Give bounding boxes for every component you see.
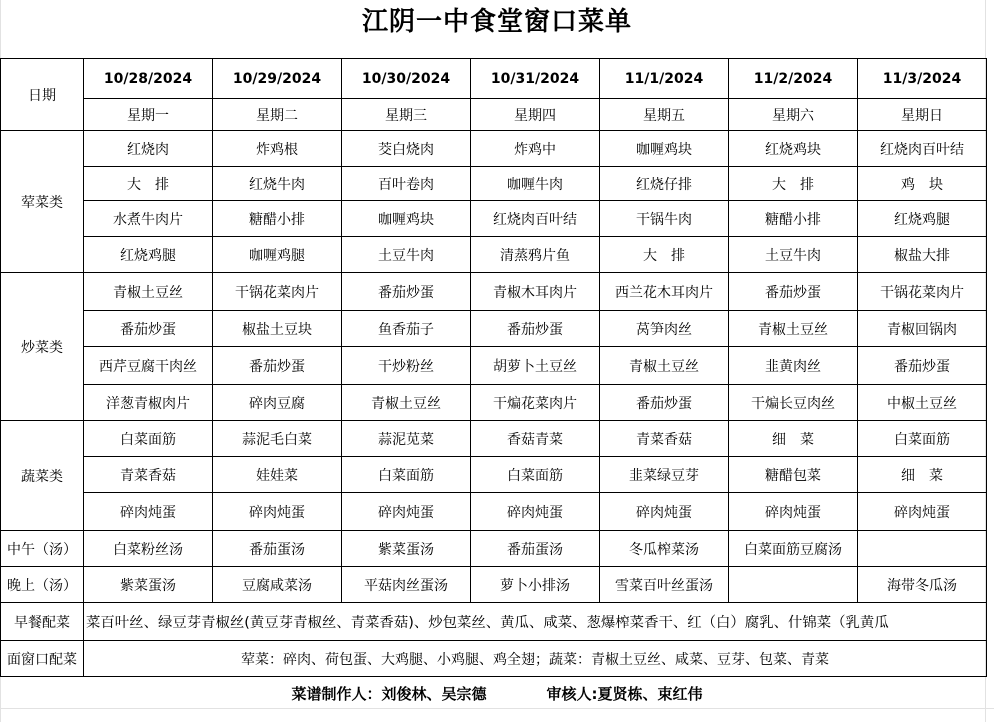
soup-cell: 紫菜蛋汤 [342, 531, 471, 567]
dish-cell: 干锅花菜肉片 [213, 273, 342, 311]
dish-cell: 炸鸡根 [213, 131, 342, 167]
date-cell: 10/31/2024 [471, 59, 600, 99]
dish-cell: 鸡 块 [858, 167, 987, 201]
dish-cell: 番茄炒蛋 [600, 385, 729, 421]
dish-cell: 青菜香菇 [84, 457, 213, 493]
dish-cell: 细 菜 [729, 421, 858, 457]
dish-cell: 椒盐土豆块 [213, 311, 342, 347]
weekday-cell: 星期二 [213, 99, 342, 131]
dish-cell: 白菜面筋 [858, 421, 987, 457]
dish-cell: 碎肉炖蛋 [342, 493, 471, 531]
soup-cell: 紫菜蛋汤 [84, 567, 213, 603]
dish-cell: 红烧牛肉 [213, 167, 342, 201]
dish-cell: 红烧鸡腿 [858, 201, 987, 237]
category-label: 荤菜类 [1, 131, 84, 273]
dish-cell: 青椒土豆丝 [84, 273, 213, 311]
dish-cell: 糖醋小排 [729, 201, 858, 237]
soup-cell: 白菜粉丝汤 [84, 531, 213, 567]
dish-cell: 清蒸鸦片鱼 [471, 237, 600, 273]
dish-cell: 番茄炒蛋 [342, 273, 471, 311]
dish-cell: 大 排 [600, 237, 729, 273]
date-cell: 11/1/2024 [600, 59, 729, 99]
menu-makers: 菜谱制作人：刘俊林、吴宗德 [291, 685, 487, 703]
dish-cell: 水煮牛肉片 [84, 201, 213, 237]
dish-cell: 土豆牛肉 [342, 237, 471, 273]
dish-cell: 干锅牛肉 [600, 201, 729, 237]
dish-cell: 香菇青菜 [471, 421, 600, 457]
dish-cell: 白菜面筋 [471, 457, 600, 493]
breakfast-text: 菜百叶丝、绿豆芽青椒丝(黄豆芽青椒丝、青菜香菇)、炒包菜丝、黄瓜、咸菜、葱爆榨菜香干、红（白）腐乳、什锦菜（乳黄瓜 [86, 615, 889, 631]
dish-cell: 番茄炒蛋 [213, 347, 342, 385]
dish-cell: 胡萝卜土豆丝 [471, 347, 600, 385]
soup-cell: 番茄蛋汤 [471, 531, 600, 567]
dish-cell: 红烧肉百叶结 [858, 131, 987, 167]
dish-cell: 白菜面筋 [84, 421, 213, 457]
dish-cell: 青椒土豆丝 [729, 311, 858, 347]
date-cell: 10/28/2024 [84, 59, 213, 99]
dish-cell: 茭白烧肉 [342, 131, 471, 167]
weekday-cell: 星期一 [84, 99, 213, 131]
dish-cell: 中椒土豆丝 [858, 385, 987, 421]
dish-cell: 咖喱牛肉 [471, 167, 600, 201]
dish-cell: 碎肉炖蛋 [729, 493, 858, 531]
dish-cell: 干锅花菜肉片 [858, 273, 987, 311]
soup-cell: 平菇肉丝蛋汤 [342, 567, 471, 603]
dish-cell: 鱼香茄子 [342, 311, 471, 347]
dish-cell: 西兰花木耳肉片 [600, 273, 729, 311]
dish-cell: 糖醋小排 [213, 201, 342, 237]
dish-cell: 糖醋包菜 [729, 457, 858, 493]
dish-cell: 红烧鸡腿 [84, 237, 213, 273]
dish-cell: 土豆牛肉 [729, 237, 858, 273]
dish-cell: 青菜香菇 [600, 421, 729, 457]
category-label: 炒菜类 [1, 273, 84, 421]
footer-credits [0, 681, 994, 707]
soup-cell: 雪菜百叶丝蛋汤 [600, 567, 729, 603]
dish-cell: 碎肉炖蛋 [600, 493, 729, 531]
dish-cell: 番茄炒蛋 [858, 347, 987, 385]
menu-table [0, 58, 987, 677]
soup-cell: 萝卜小排汤 [471, 567, 600, 603]
soup-label: 中午（汤） [1, 531, 84, 567]
soup-cell: 海带冬瓜汤 [858, 567, 987, 603]
dish-cell: 红烧肉 [84, 131, 213, 167]
dish-cell: 蒜泥苋菜 [342, 421, 471, 457]
dish-cell: 洋葱青椒肉片 [84, 385, 213, 421]
dish-cell: 红烧仔排 [600, 167, 729, 201]
dish-cell: 大 排 [84, 167, 213, 201]
date-cell: 11/3/2024 [858, 59, 987, 99]
breakfast-side-dishes [84, 603, 987, 641]
dish-cell: 蒜泥毛白菜 [213, 421, 342, 457]
dish-cell: 红烧肉百叶结 [471, 201, 600, 237]
dish-cell: 番茄炒蛋 [84, 311, 213, 347]
dish-cell: 青椒回锅肉 [858, 311, 987, 347]
dish-cell: 细 菜 [858, 457, 987, 493]
dish-cell: 西芹豆腐干肉丝 [84, 347, 213, 385]
dish-cell: 碎肉炖蛋 [858, 493, 987, 531]
dish-cell: 咖喱鸡块 [342, 201, 471, 237]
window-side-dishes: 荤菜：碎肉、荷包蛋、大鸡腿、小鸡腿、鸡全翅；蔬菜：青椒土豆丝、咸菜、豆芽、包菜、青菜 [84, 641, 987, 677]
soup-label: 晚上（汤） [1, 567, 84, 603]
dish-cell: 碎肉炖蛋 [84, 493, 213, 531]
dish-cell: 青椒木耳肉片 [471, 273, 600, 311]
dish-cell: 韭黄肉丝 [729, 347, 858, 385]
dish-cell: 大 排 [729, 167, 858, 201]
dish-cell: 碎肉炖蛋 [471, 493, 600, 531]
dish-cell: 干煸长豆肉丝 [729, 385, 858, 421]
soup-cell: 豆腐咸菜汤 [213, 567, 342, 603]
dish-cell: 白菜面筋 [342, 457, 471, 493]
dish-cell: 娃娃菜 [213, 457, 342, 493]
date-cell: 10/29/2024 [213, 59, 342, 99]
dish-cell: 青椒土豆丝 [342, 385, 471, 421]
weekday-cell: 星期三 [342, 99, 471, 131]
dish-cell: 炸鸡中 [471, 131, 600, 167]
dish-cell: 青椒土豆丝 [600, 347, 729, 385]
date-cell: 11/2/2024 [729, 59, 858, 99]
dish-cell: 莴笋肉丝 [600, 311, 729, 347]
dish-cell: 干炒粉丝 [342, 347, 471, 385]
dish-cell: 咖喱鸡腿 [213, 237, 342, 273]
weekday-cell: 星期四 [471, 99, 600, 131]
weekday-cell: 星期六 [729, 99, 858, 131]
dish-cell: 椒盐大排 [858, 237, 987, 273]
dish-cell: 韭菜绿豆芽 [600, 457, 729, 493]
dish-cell: 番茄炒蛋 [729, 273, 858, 311]
weekday-cell: 星期日 [858, 99, 987, 131]
date-label: 日期 [1, 59, 84, 131]
window-side-label: 面窗口配菜 [1, 641, 84, 677]
page-title: 江阴一中食堂窗口菜单 [361, 7, 632, 37]
soup-cell: 番茄蛋汤 [213, 531, 342, 567]
menu-reviewers: 审核人:夏贤栋、束红伟 [546, 685, 703, 703]
soup-cell [858, 531, 987, 567]
dish-cell: 碎肉豆腐 [213, 385, 342, 421]
dish-cell: 碎肉炖蛋 [213, 493, 342, 531]
weekday-cell: 星期五 [600, 99, 729, 131]
soup-cell [729, 567, 858, 603]
soup-cell: 冬瓜榨菜汤 [600, 531, 729, 567]
dish-cell: 红烧鸡块 [729, 131, 858, 167]
dish-cell: 咖喱鸡块 [600, 131, 729, 167]
soup-cell: 白菜面筋豆腐汤 [729, 531, 858, 567]
dish-cell: 百叶卷肉 [342, 167, 471, 201]
dish-cell: 番茄炒蛋 [471, 311, 600, 347]
date-cell: 10/30/2024 [342, 59, 471, 99]
dish-cell: 干煸花菜肉片 [471, 385, 600, 421]
category-label: 蔬菜类 [1, 421, 84, 531]
breakfast-label: 早餐配菜 [1, 603, 84, 641]
